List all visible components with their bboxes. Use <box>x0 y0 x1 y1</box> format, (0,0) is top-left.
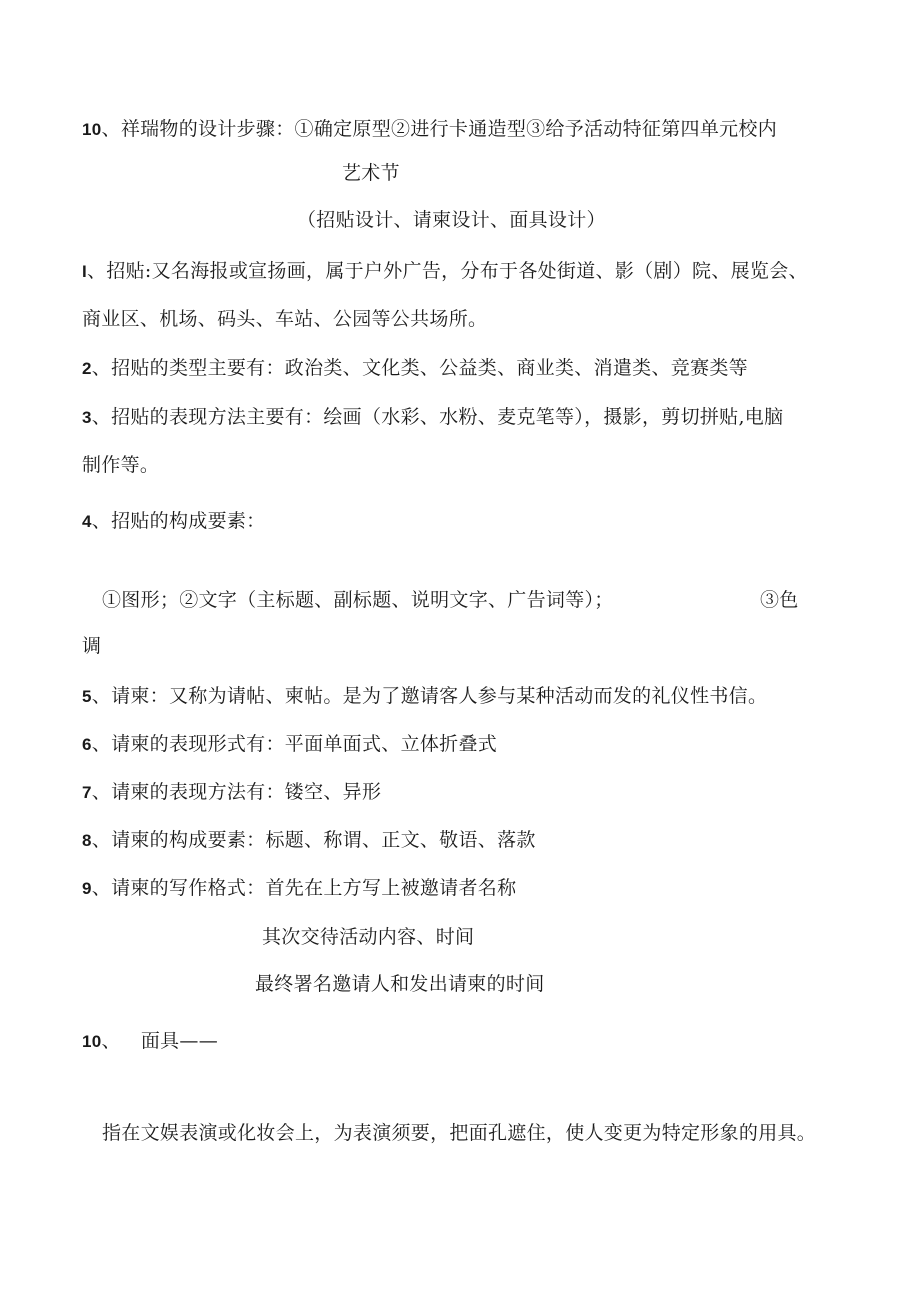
paragraph-invitation-definition <box>82 684 767 709</box>
paragraph-text: 、招贴的表现方法主要有：绘画（水彩、水粉、麦克笔等），摄影，剪切拼贴,电脑 <box>91 406 784 428</box>
item-number: 2 <box>82 359 92 378</box>
paragraph-continuation: 商业区、机场、码头、车站、公园等公共场所。 <box>82 308 488 330</box>
paragraph-text: 、请柬的表现方法有：镂空、异形 <box>91 781 382 803</box>
item-number: 10 <box>82 1032 102 1051</box>
poster-elements-list: ①图形；②文字（主标题、副标题、说明文字、广告词等）； <box>102 589 614 611</box>
paragraph-invitation-methods <box>82 780 381 805</box>
poster-elements-list-tail: ③色 <box>760 589 799 611</box>
paragraph-invitation-elements <box>82 828 536 853</box>
item-number: 9 <box>82 879 92 898</box>
paragraph-continuation: 调 <box>82 635 102 657</box>
paragraph-continuation: 制作等。 <box>82 454 160 476</box>
section-subtitle: （招贴设计、请柬设计、面具设计） <box>297 209 606 231</box>
paragraph-text: 、祥瑞物的设计步骤：①确定原型②进行卡通造型③给予活动特征第四单元校内 <box>101 118 778 140</box>
paragraph-mask-heading <box>82 1029 218 1054</box>
paragraph-text: 、招贴的构成要素： <box>91 510 266 532</box>
item-number: 7 <box>82 783 92 802</box>
paragraph-text: 、请柬的表现形式有：平面单面式、立体折叠式 <box>91 733 498 755</box>
paragraph-text: 、招贴:又名海报或宣扬画，属于户外广告，分布于各处街道、影（剧）院、展览会、 <box>87 260 808 282</box>
paragraph-mask-definition: 指在文娱表演或化妆会上，为表演须要，把面孔遮住，使人变更为特定形象的用具。 <box>102 1122 817 1144</box>
paragraph-poster-definition <box>82 259 808 284</box>
paragraph-text: 、招贴的类型主要有：政治类、文化类、公益类、商业类、消遣类、竞赛类等 <box>91 357 748 379</box>
paragraph-invitation-format <box>82 876 516 901</box>
item-number: 10 <box>82 120 102 139</box>
paragraph-invitation-forms <box>82 732 497 757</box>
paragraph-text: 、请柬的构成要素：标题、称谓、正文、敬语、落款 <box>91 829 536 851</box>
item-number: 5 <box>82 687 92 706</box>
item-number: I <box>82 262 88 281</box>
item-number: 6 <box>82 735 92 754</box>
format-step-three: 最终署名邀请人和发出请柬的时间 <box>255 973 545 995</box>
paragraph-text: 面具—— <box>140 1030 219 1052</box>
paragraph-poster-elements <box>82 509 265 534</box>
section-title: 艺术节 <box>342 162 400 184</box>
format-step-two: 其次交待活动内容、时间 <box>262 926 475 948</box>
paragraph-poster-methods <box>82 405 783 430</box>
item-separator: 、 <box>101 1030 121 1052</box>
paragraph-mascot-design-steps <box>82 117 777 142</box>
paragraph-text: 、请柬的写作格式：首先在上方写上被邀请者名称 <box>91 877 517 899</box>
item-number: 8 <box>82 831 92 850</box>
paragraph-text: 、请柬：又称为请帖、柬帖。是为了邀请客人参与某种活动而发的礼仪性书信。 <box>91 685 768 707</box>
item-number: 3 <box>82 408 92 427</box>
paragraph-poster-types <box>82 356 748 381</box>
item-number: 4 <box>82 512 92 531</box>
